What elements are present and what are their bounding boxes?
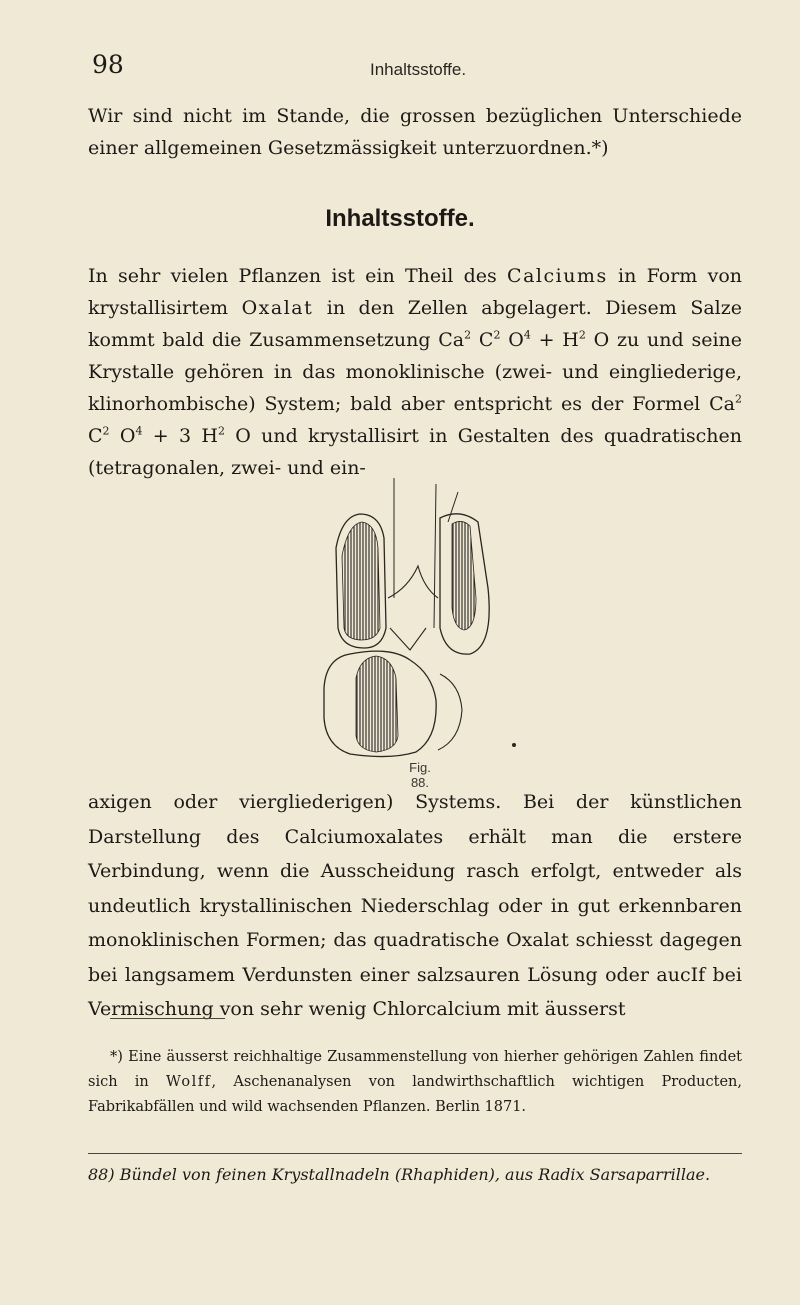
- p2-text-b: in Form von krystallisirtem: [88, 265, 742, 319]
- sup-o-2: 4: [135, 424, 143, 438]
- footnote-text-b: , Aschenanalysen von landwirthschaftlich wichtigen Producten, Fabrikabfällen und wild wachsenden Pflanzen. Berlin 1871.: [88, 1074, 742, 1115]
- sup-c-2: 2: [102, 424, 110, 438]
- sup-ca-2: 2: [735, 392, 742, 406]
- figure-legend: 88) Bündel von feinen Krystallnadeln (Rhaphiden), aus Radix Sarsaparrillae.: [88, 1165, 711, 1184]
- footnote: [88, 1045, 742, 1120]
- c-letter-1: C: [471, 329, 494, 351]
- sup-ca-1: 2: [464, 328, 472, 342]
- section-heading: Inhaltsstoffe.: [325, 205, 475, 232]
- footnote-mark: *): [110, 1049, 123, 1065]
- sup-c-1: 2: [493, 328, 501, 342]
- footnote-text-a: Eine äusserst reichhaltige Zusammenstellung von hierher gehörigen Zahlen findet sich in: [88, 1049, 742, 1090]
- p2-text-d: O zu und seine Krystalle gehören in das monoklinische (zwei- und eingliederige, klinorhombische) System; bald aber entspricht es der Formel Ca: [88, 329, 743, 415]
- footnote-author: Wolff: [166, 1074, 212, 1090]
- p2-plus-3h: + 3 H: [142, 425, 218, 447]
- sup-o-1: 4: [523, 328, 531, 342]
- o-letter-1: O: [500, 329, 524, 351]
- legend-divider: [88, 1153, 742, 1154]
- p2-text-c: in den Zellen abgelagert. Diesem Salze kommt bald die Zusammensetzung Ca: [88, 297, 742, 351]
- oxalat-word: Oxalat: [241, 297, 314, 319]
- p2-text-a: In sehr vielen Pflanzen ist ein Theil des: [88, 265, 508, 287]
- body-paragraph-2: axigen oder viergliederigen) Systems. Bei der künstlichen Darstellung des Calciumoxalates erhält man die erstere Verbindung, wenn die Ausscheidung rasch erfolgt, entweder als undeutlich krystallinischen Niederschlag oder in gut erkennbaren monoklinischen Formen; das quadratische Oxalat schiesst dagegen bei langsamem Verdunsten einer salzsauren Lösung oder aucIf bei Vermischung von sehr wenig Chlorcalcium mit äusserst: [88, 791, 742, 1020]
- p2-text-e: O und krystallisirt in Gestalten des quadratischen (tetragonalen, zwei- und ein-: [88, 425, 743, 479]
- calcium-word: Calciums: [507, 265, 608, 287]
- c-letter-2: C: [88, 425, 103, 447]
- running-title: Inhaltsstoffe.: [370, 60, 467, 79]
- p2-plus-h: + H: [530, 329, 579, 351]
- raphide-illustration: [320, 478, 530, 760]
- o-letter-2: O: [109, 425, 136, 447]
- sup-h-2: 2: [217, 424, 225, 438]
- figure-caption: Fig. 88.: [409, 760, 431, 790]
- footnote-divider: [110, 1018, 225, 1019]
- intro-paragraph: Wir sind nicht im Stande, die grossen bezüglichen Unterschiede einer allgemeinen Gesetzmässigkeit unterzuordnen.*): [88, 105, 742, 159]
- page-number: 98: [92, 50, 124, 79]
- body-paragraph-1: [88, 260, 742, 484]
- figure-88-raphide-bundles: [320, 478, 530, 760]
- sup-h-1: 2: [578, 328, 586, 342]
